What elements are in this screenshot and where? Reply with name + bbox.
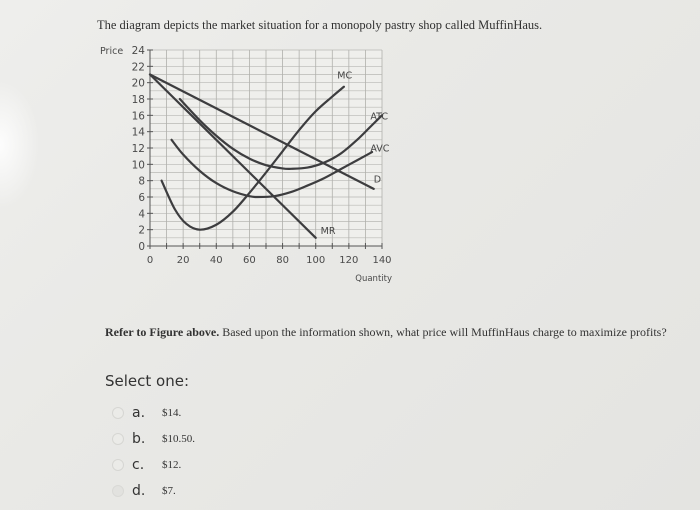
screen-glare — [0, 80, 40, 210]
curve-label-avc: AVC — [370, 143, 390, 155]
intro-text: The diagram depicts the market situation for a monopoly pastry shop called MuffinHaus. — [97, 18, 543, 32]
option-b[interactable] — [112, 426, 195, 451]
y-tick-label: 2 — [138, 224, 145, 237]
x-axis-label: Quantity — [355, 274, 392, 284]
question-text — [105, 325, 667, 340]
y-tick-label: 16 — [131, 110, 145, 123]
y-tick-label: 4 — [138, 208, 145, 221]
answer-options — [112, 400, 195, 504]
y-tick-label: 8 — [138, 175, 145, 188]
x-tick-label: 120 — [339, 255, 359, 266]
y-tick-label: 12 — [131, 143, 145, 155]
x-tick-label: 20 — [176, 255, 190, 266]
option-c[interactable] — [112, 452, 195, 477]
radio-a[interactable] — [112, 407, 124, 419]
option-letter: a. — [132, 404, 146, 421]
radio-d[interactable] — [112, 485, 124, 497]
option-text: $7. — [162, 484, 176, 497]
x-tick-label: 140 — [372, 255, 392, 266]
curve-label-mc: MC — [337, 70, 353, 82]
x-tick-label: 80 — [276, 255, 289, 266]
y-tick-label: 18 — [131, 94, 145, 106]
radio-c[interactable] — [112, 459, 124, 471]
option-d[interactable] — [112, 478, 195, 503]
curve-label-mr: MR — [320, 225, 336, 237]
option-text: $14. — [162, 406, 182, 419]
x-tick-label: 0 — [146, 255, 154, 266]
cost-revenue-chart — [95, 38, 425, 288]
option-text: $10.50. — [162, 432, 195, 445]
curve-label-d: D — [373, 174, 382, 186]
option-letter: b. — [132, 430, 146, 447]
question-bold: Refer to Figure above. — [105, 325, 220, 339]
radio-b[interactable] — [112, 433, 124, 445]
curve-label-atc: ATC — [370, 111, 389, 123]
y-tick-label: 20 — [131, 77, 145, 90]
y-tick-label: 24 — [131, 45, 145, 57]
x-tick-label: 40 — [209, 255, 223, 266]
option-letter: d. — [132, 482, 146, 499]
option-text: $12. — [162, 458, 182, 471]
y-tick-label: 10 — [131, 159, 145, 172]
x-tick-label: 60 — [243, 255, 256, 266]
select-one-label: Select one: — [105, 372, 190, 390]
option-a[interactable] — [112, 400, 195, 425]
x-tick-label: 100 — [306, 255, 326, 266]
chart-svg — [95, 38, 425, 288]
y-tick-label: 14 — [131, 126, 145, 139]
question-body: Based upon the information shown, what price will MuffinHaus charge to maximize profits? — [219, 325, 667, 339]
y-tick-label: 22 — [131, 61, 145, 74]
y-axis-label: Price — [100, 46, 124, 57]
option-letter: c. — [132, 456, 145, 473]
y-tick-label: 0 — [138, 241, 145, 253]
y-tick-label: 6 — [138, 192, 145, 204]
